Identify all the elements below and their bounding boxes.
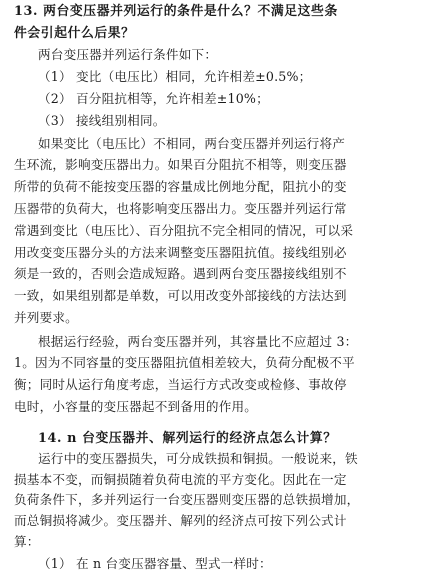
q14-item1: （1） 在 n 台变压器容量、型式一样时： [38, 556, 272, 571]
q13-para1-line8: 一致，如果组别都是单数，可以用改变外部接线的方法达到 [14, 288, 347, 304]
q13-para1-line9: 并列要求。 [14, 309, 78, 325]
q13-para2-line4: 电时，小容量的变压器起不到备用的作用。 [14, 398, 258, 414]
q13-para1-line1: 如果变比（电压比）不相同，两台变压器并列运行将产 [38, 135, 346, 151]
q14-para-line2: 损基本不变，而铜损随着负荷电流的平方变化。因此在一定 [14, 471, 347, 487]
q13-para1-line4: 压器带的负荷大，也将影响变压器出力。变压器并列运行常 [14, 200, 347, 216]
q13-para1-line7: 须是一致的，否则会造成短路。遇到两台变压器接线组别不 [14, 266, 347, 282]
q13-para1-line2: 生环流，影响变压器出力。如果百分阻抗不相等，则变压器 [14, 157, 347, 173]
q13-para1-line6: 用改变变压器分头的方法来调整变压器阻抗值。接线组别必 [14, 244, 347, 260]
q14-para-line1: 运行中的变压器损失，可分成铁损和铜损。一般说来，铁 [38, 450, 358, 466]
q13-para2-line1: 根据运行经验，两台变压器并列，其容量比不应超过 3： [38, 333, 358, 349]
q13-condition-3: （3） 接线组别相同。 [38, 112, 166, 128]
q14-para-line4: 而总铜损将减少。变压器并、解列的经济点可按下列公式计 [14, 513, 347, 529]
q13-para2-line3: 衡；同时从运行角度考虑，当运行方式改变或检修、事故停 [14, 377, 347, 393]
q13-title-line1: 13. 两台变压器并列运行的条件是什么？不满足这些条 [14, 3, 338, 19]
q13-para2-line2: 1。因为不同容量的变压器阻抗值相差较大，负荷分配极不平 [14, 355, 355, 371]
q14-para-line5: 算： [14, 534, 40, 550]
q13-condition-1: （1） 变比（电压比）相同，允许相差±0.5%； [38, 69, 312, 85]
q13-para1-line3: 所带的负荷不能按变压器的容量成比例地分配，阻抗小的变 [14, 179, 347, 195]
q14-para-line3: 负荷条件下，多并列运行一台变压器则变压器的总铁损增加， [14, 492, 360, 508]
q13-title-line2: 件会引起什么后果？ [14, 25, 135, 41]
q14-title: 14. n 台变压器并、解列运行的经济点怎么计算？ [38, 430, 337, 446]
q13-para1-line5: 常遇到变比（电压比）、百分阻抗不完全相同的情况，可以采 [14, 222, 354, 238]
q13-condition-2: （2） 百分阻抗相等，允许相差±10%； [38, 91, 269, 106]
q13-intro: 两台变压器并列运行条件如下： [38, 47, 218, 63]
